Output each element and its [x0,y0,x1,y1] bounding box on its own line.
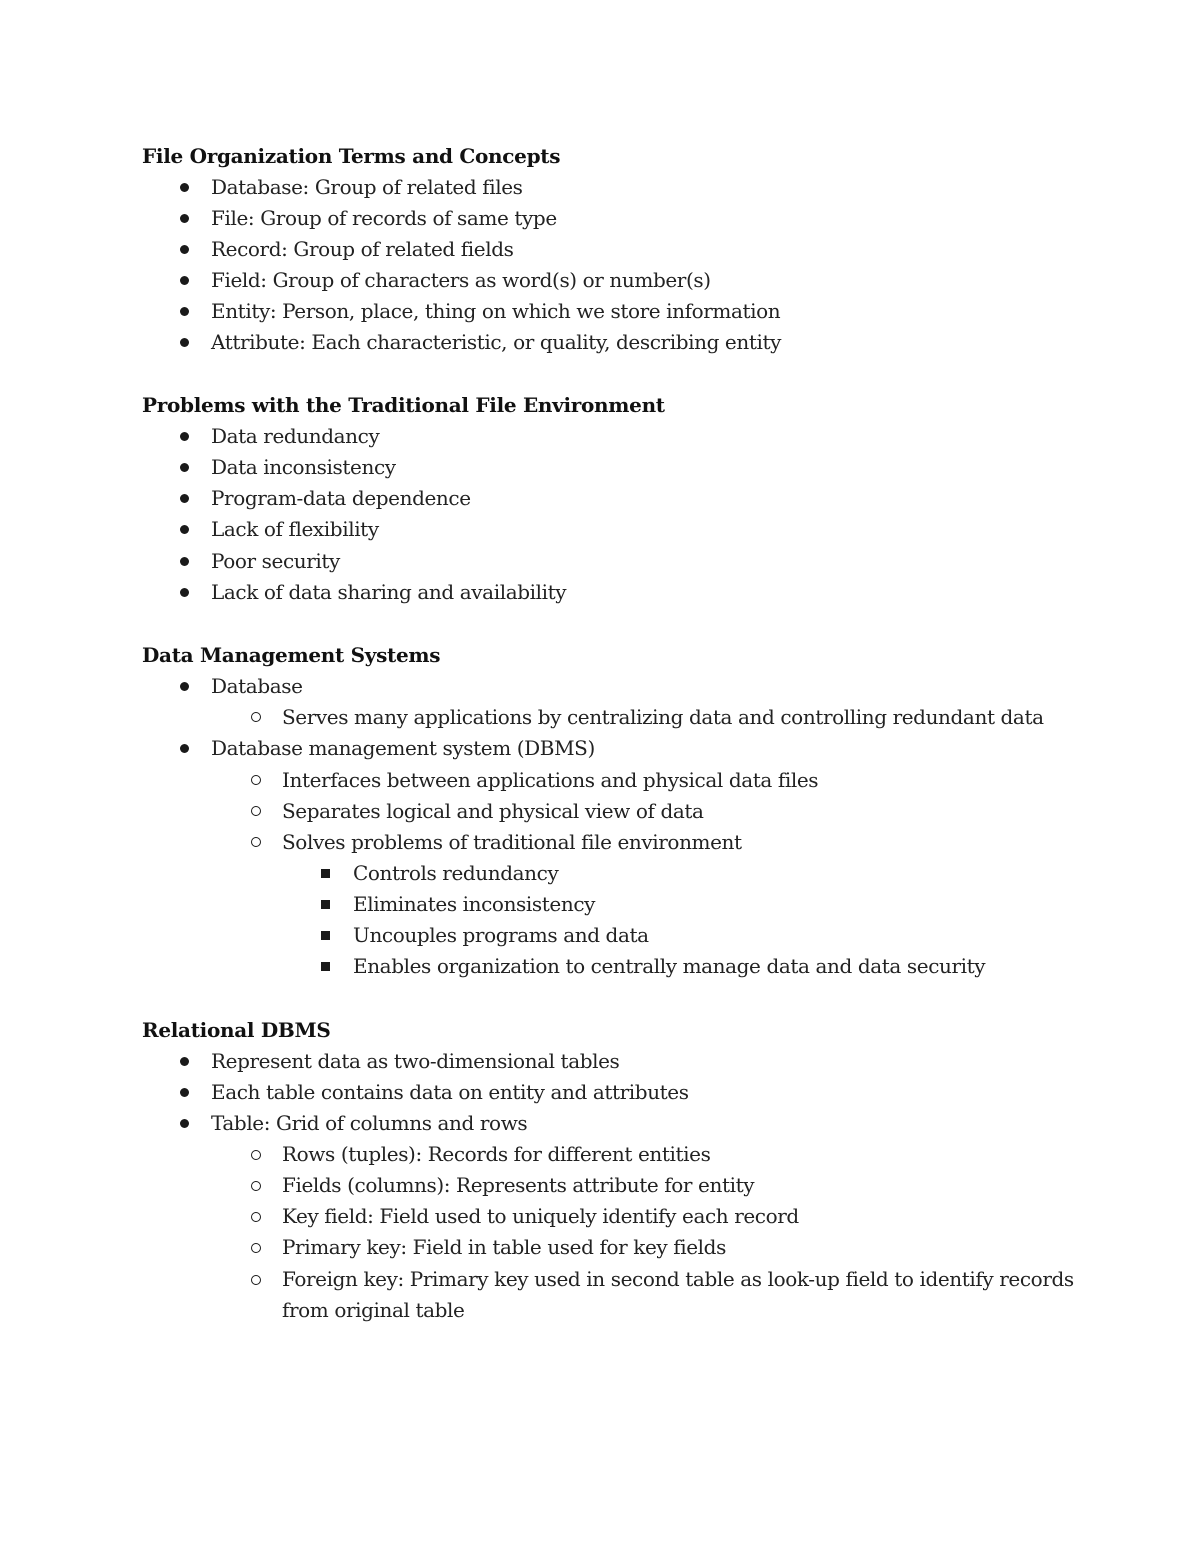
list-item: Separates logical and physical view of data [282,799,704,823]
heading-problems: Problems with the Traditional File Environment [142,393,665,417]
list-item: Database: Group of related files [211,175,523,199]
bullet-square-icon [321,962,330,971]
list-item: Poor security [211,549,340,573]
list-item: Program-data dependence [211,486,471,510]
bullet-disc-icon [180,1057,189,1066]
bullet-disc-icon [180,432,189,441]
list-item: Lack of flexibility [211,517,379,541]
bullet-circle-icon [251,806,261,816]
bullet-disc-icon [180,557,189,566]
bullet-circle-icon [251,1243,261,1253]
bullet-circle-icon [251,837,261,847]
list-item: Key field: Field used to uniquely identify each record [282,1204,799,1228]
bullet-disc-icon [180,245,189,254]
list-item: Lack of data sharing and availability [211,580,567,604]
list-item-continuation: from original table [282,1298,465,1322]
list-item: Represent data as two-dimensional tables [211,1049,620,1073]
bullet-disc-icon [180,588,189,597]
bullet-disc-icon [180,1088,189,1097]
list-item: Attribute: Each characteristic, or quality, describing entity [211,330,782,354]
list-item: Table: Grid of columns and rows [211,1111,528,1135]
bullet-disc-icon [180,276,189,285]
bullet-square-icon [321,900,330,909]
heading-relational-dbms: Relational DBMS [142,1018,331,1042]
bullet-disc-icon [180,338,189,347]
bullet-disc-icon [180,494,189,503]
list-item: Foreign key: Primary key used in second table as look-up field to identify records [282,1267,1074,1291]
list-item: Each table contains data on entity and attributes [211,1080,689,1104]
list-item: Interfaces between applications and physical data files [282,768,819,792]
bullet-disc-icon [180,307,189,316]
list-item: Controls redundancy [353,861,559,885]
list-item: Uncouples programs and data [353,923,649,947]
list-item: Solves problems of traditional file environment [282,830,742,854]
bullet-disc-icon [180,744,189,753]
bullet-circle-icon [251,1150,261,1160]
list-item: Primary key: Field in table used for key fields [282,1235,726,1259]
list-item: Enables organization to centrally manage data and data security [353,954,986,978]
bullet-disc-icon [180,183,189,192]
list-item: Entity: Person, place, thing on which we store information [211,299,781,323]
list-item: File: Group of records of same type [211,206,557,230]
list-item: Data redundancy [211,424,380,448]
list-item: Data inconsistency [211,455,396,479]
bullet-disc-icon [180,682,189,691]
bullet-disc-icon [180,1119,189,1128]
bullet-circle-icon [251,1181,261,1191]
bullet-disc-icon [180,463,189,472]
list-item: Database management system (DBMS) [211,736,595,760]
bullet-square-icon [321,931,330,940]
heading-file-organization: File Organization Terms and Concepts [142,144,561,168]
bullet-square-icon [321,869,330,878]
list-item: Database [211,674,303,698]
list-item: Field: Group of characters as word(s) or number(s) [211,268,711,292]
bullet-circle-icon [251,1275,261,1285]
heading-data-management: Data Management Systems [142,643,441,667]
bullet-circle-icon [251,775,261,785]
list-item: Record: Group of related fields [211,237,514,261]
bullet-disc-icon [180,214,189,223]
bullet-circle-icon [251,1212,261,1222]
bullet-circle-icon [251,712,261,722]
list-item: Serves many applications by centralizing data and controlling redundant data [282,705,1044,729]
list-item: Rows (tuples): Records for different entities [282,1142,711,1166]
bullet-disc-icon [180,525,189,534]
list-item: Eliminates inconsistency [353,892,596,916]
list-item: Fields (columns): Represents attribute for entity [282,1173,755,1197]
